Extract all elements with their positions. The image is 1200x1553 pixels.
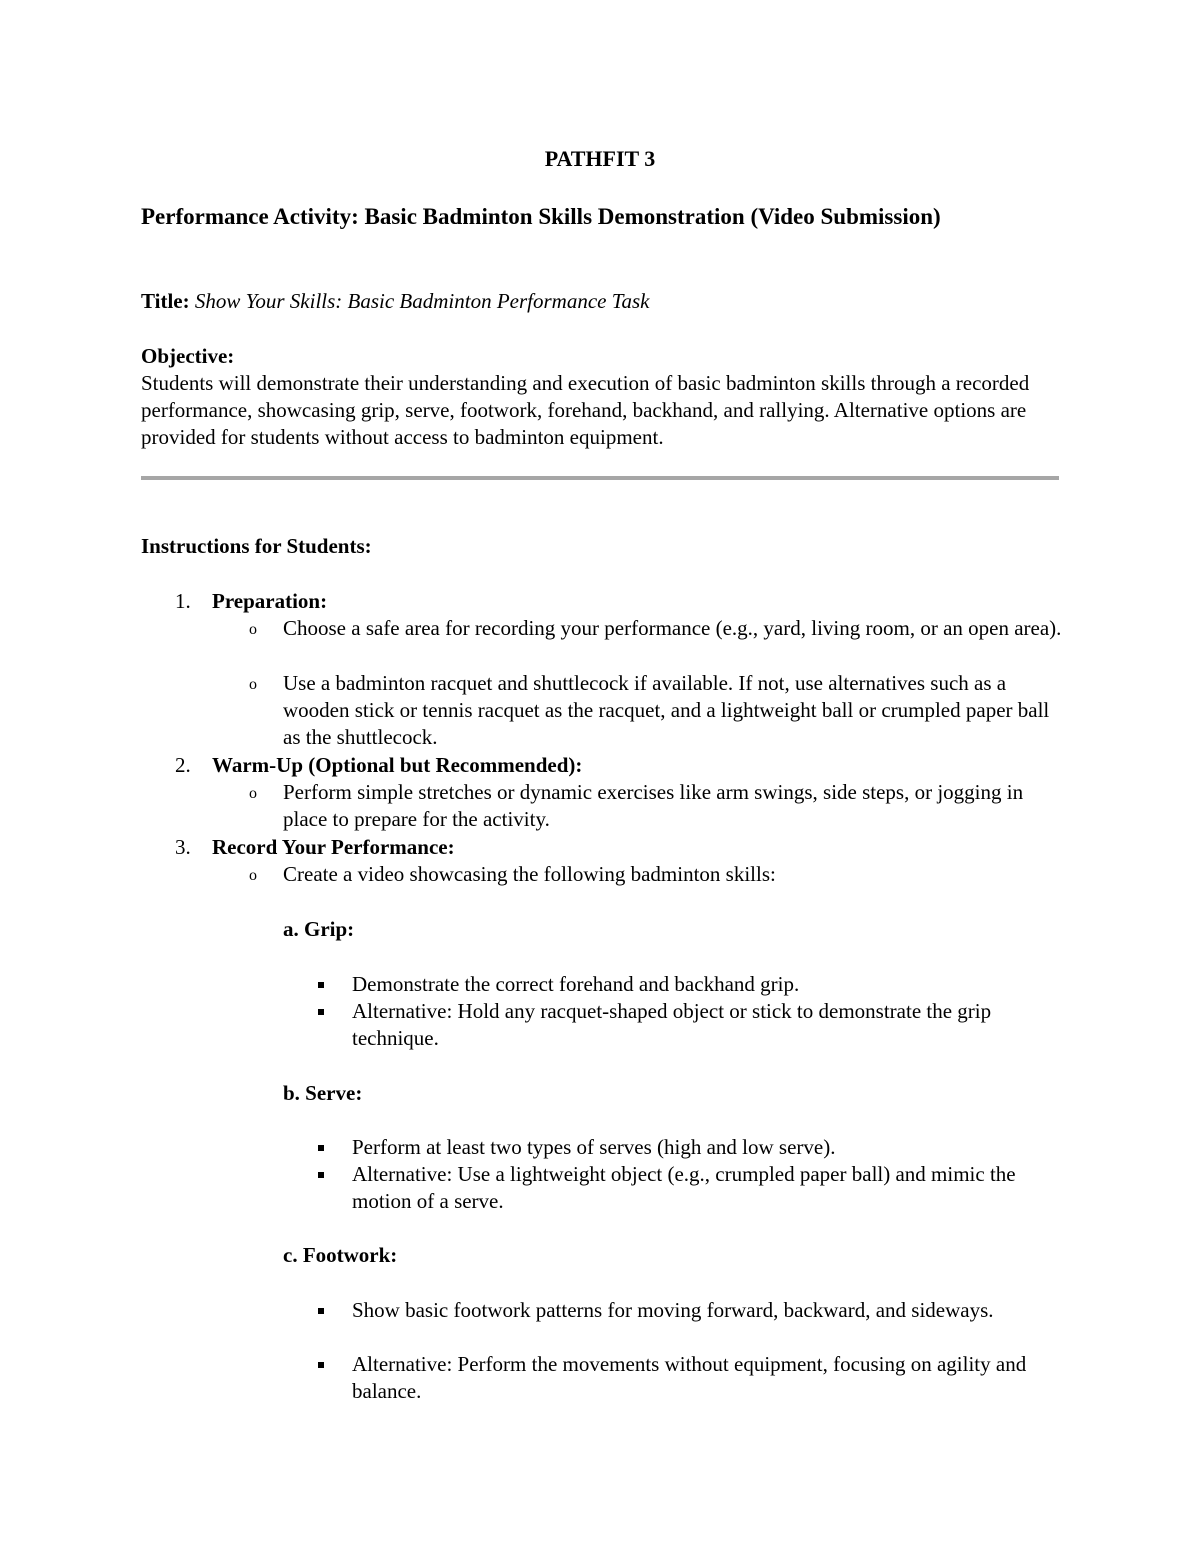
skill-heading-footwork: c. Footwork: — [283, 1243, 398, 1267]
document-title: PATHFIT 3 — [544, 146, 656, 171]
step-number: 3. — [175, 835, 191, 859]
square-bullet-icon — [318, 1145, 324, 1151]
skill-item: Perform at least two types of serves (high and low serve). — [352, 1135, 836, 1159]
record-bullet: Create a video showcasing the following badminton skills: — [283, 862, 776, 886]
skill-item: Demonstrate the correct forehand and backhand grip. — [352, 972, 800, 996]
circle-bullet-icon: o — [249, 676, 257, 693]
step-number: 2. — [175, 753, 191, 777]
square-bullet-icon — [318, 1362, 324, 1368]
skill-item: Alternative: Use a lightweight object (e.g., crumpled paper ball) and mimic the motion of a serve. — [352, 1162, 1016, 1213]
square-bullet-icon — [318, 1009, 324, 1015]
step-title-warm-up: Warm-Up (Optional but Recommended): — [212, 753, 583, 777]
activity-heading: Performance Activity: Basic Badminton Skills Demonstration (Video Submission) — [141, 204, 941, 229]
square-bullet-icon — [318, 1308, 324, 1314]
objective-label: Objective: — [141, 344, 235, 368]
circle-bullet-icon: o — [249, 621, 257, 638]
square-bullet-icon — [318, 1172, 324, 1178]
step-number: 1. — [175, 589, 191, 613]
skill-heading-grip: a. Grip: — [283, 917, 355, 941]
objective-text: Students will demonstrate their understanding and execution of basic badminton skills through a recorded performance, showcasing grip, serve, footwork, forehand, backhand, and rallying. Alternative options are provided for students without access to badminton equipment. — [141, 371, 1030, 449]
circle-bullet-icon: o — [249, 867, 257, 884]
preparation-bullet: Use a badminton racquet and shuttlecock if available. If not, use alternatives such as a wooden stick or tennis racquet as the racquet, and a lightweight ball or crumpled paper ball as the shuttlecock. — [283, 671, 1050, 749]
skill-item: Alternative: Hold any racquet-shaped object or stick to demonstrate the grip technique. — [352, 999, 992, 1050]
task-title-line — [141, 288, 1061, 315]
instructions-heading: Instructions for Students: — [141, 534, 372, 558]
square-bullet-icon — [318, 982, 324, 988]
circle-bullet-icon: o — [249, 785, 257, 802]
warm-up-bullet: Perform simple stretches or dynamic exercises like arm swings, side steps, or jogging in place to prepare for the activity. — [283, 780, 1024, 831]
skill-item: Show basic footwork patterns for moving forward, backward, and sideways. — [352, 1298, 994, 1322]
preparation-bullet: Choose a safe area for recording your performance (e.g., yard, living room, or an open area). — [283, 616, 1062, 640]
step-title-record: Record Your Performance: — [212, 835, 455, 859]
task-title-value: Show Your Skills: Basic Badminton Performance Task — [194, 289, 650, 313]
step-title-preparation: Preparation: — [212, 589, 328, 613]
skill-item: Alternative: Perform the movements without equipment, focusing on agility and balance. — [352, 1352, 1027, 1403]
skill-heading-serve: b. Serve: — [283, 1081, 363, 1105]
horizontal-divider — [141, 476, 1059, 480]
task-title-label: Title: — [141, 289, 190, 313]
